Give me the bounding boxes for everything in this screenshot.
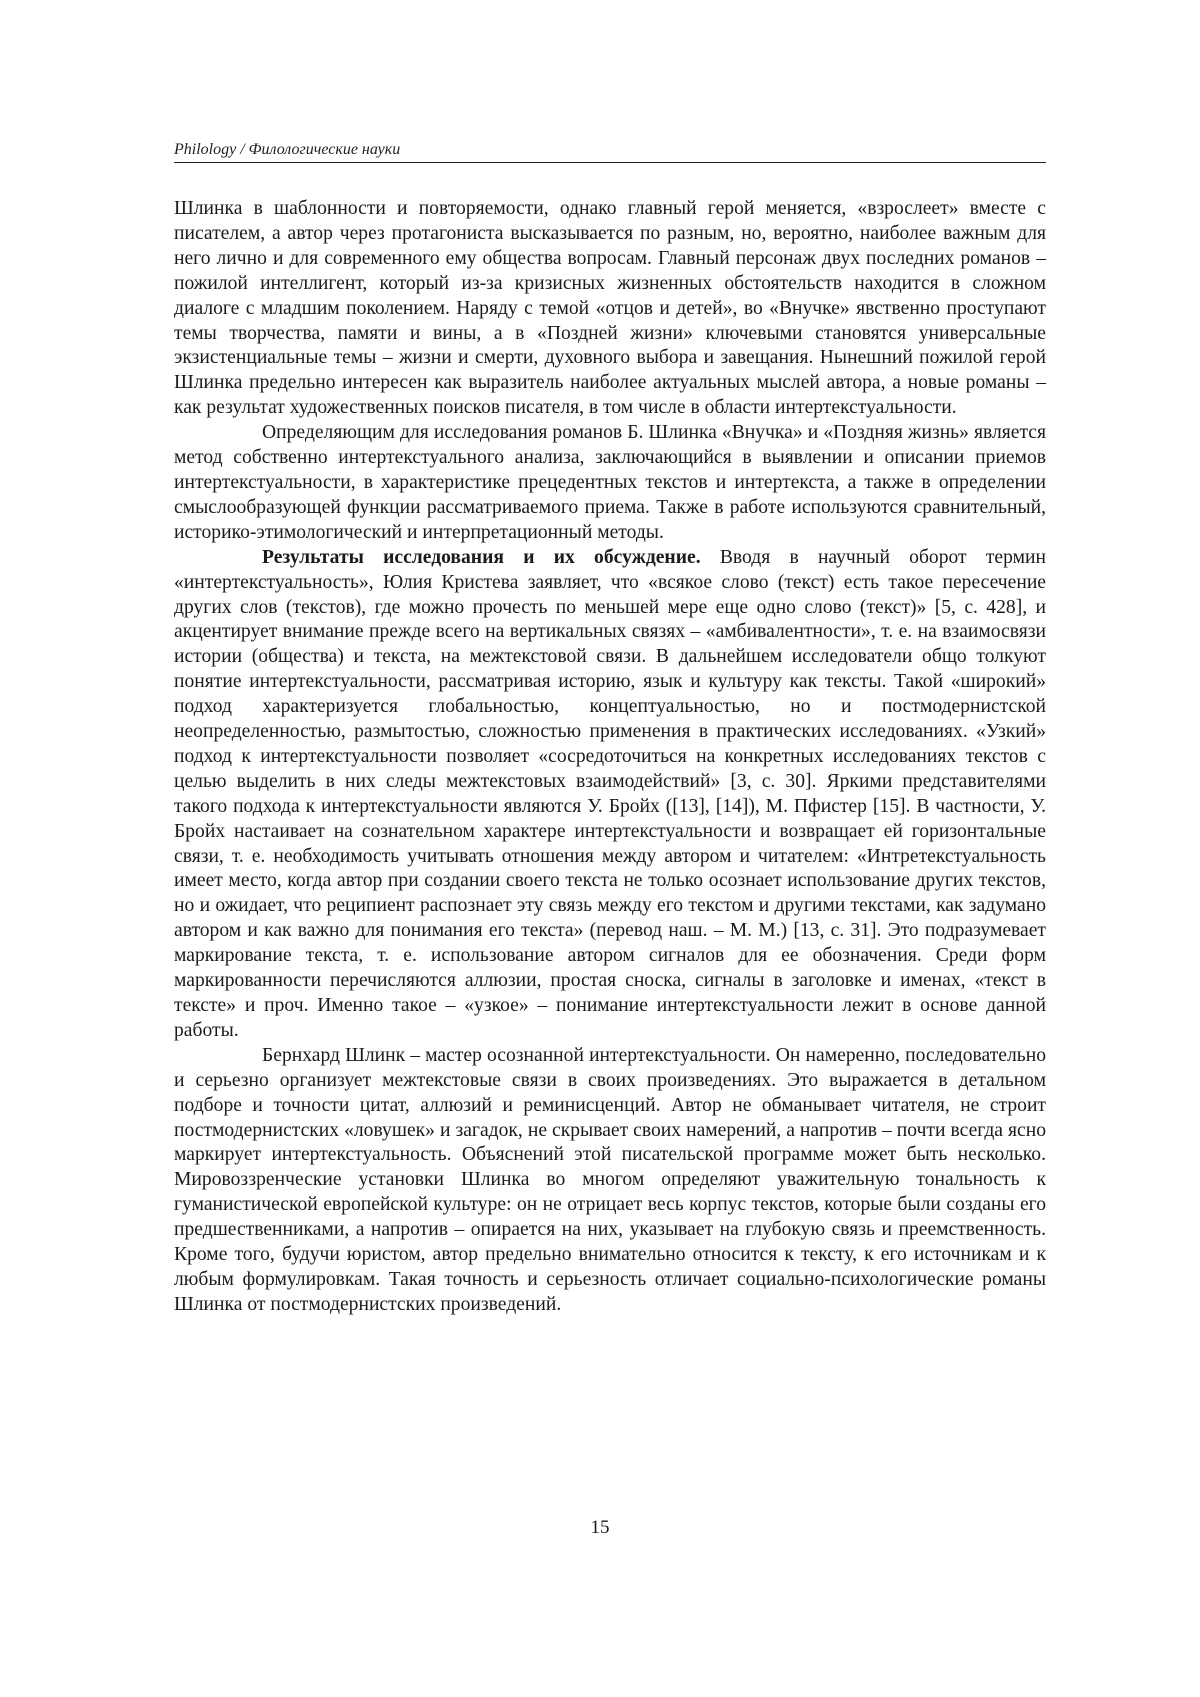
article-body [174,197,1046,1318]
paragraph-4: Бернхард Шлинк – мастер осознанной интертекстуальности. Он намеренно, последовательно и серьезно организует межтекстовые связи в своих произведениях. Это выражается в детальном подборе и точности цитат, аллюзий и реминисценций. Автор не обманывает читателя, не строит постмодернистских «ловушек» и загадок, не скрывает своих намерений, а напротив – почти всегда ясно маркирует интертекстуальность. Объяснений этой писательской программе может быть несколько. Мировоззренческие установки Шлинка во многом определяют уважительную тональность к гуманистической европейской культуре: он не отрицает весь корпус текстов, которые были созданы его предшественниками, а напротив – опирается на них, указывает на глубокую связь и преемственность. Кроме того, будучи юристом, автор предельно внимательно относится к тексту, к его источникам и к любым формулировкам. Такая точность и серьезность отличает социально-психологические романы Шлинка от постмодернистских произведений. [174,1044,1046,1315]
paragraph-2: Определяющим для исследования романов Б. Шлинка «Внучка» и «Поздняя жизнь» является метод собственно интертекстуального анализа, заключающийся в выявлении и описании приемов интертекстуальности, в характеристике прецедентных текстов и интертекста, а также в определении смыслообразующей функции рассматриваемого приема. Также в работе используются сравнительный, историко-этимологический и интерпретационный методы. [174,422,1046,543]
section-heading-results: Результаты исследования и их обсуждение. [262,546,701,568]
running-header [174,140,1046,163]
paragraph-1: Шлинка в шаблонности и повторяемости, однако главный герой меняется, «взрослеет» вместе с писателем, а автор через протагониста высказывается по разным, но, вероятно, наиболее важным для него лично и для современного ему общества вопросам. Главный персонаж двух последних романов – пожилой интеллигент, который из-за кризисных жизненных обстоятельств находится в сложном диалоге с младшим поколением. Наряду с темой «отцов и детей», во «Внучке» явственно проступают темы творчества, памяти и вины, а в «Поздней жизни» ключевыми становятся универсальные экзистенциальные темы – жизни и смерти, духовного выбора и завещания. Нынешний пожилой герой Шлинка предельно интересен как выразитель наиболее актуальных мыслей автора, а новые романы – как результат художественных поисков писателя, в том числе в области интертекстуальности. [174,198,1046,419]
running-header-title: Philology / Филологические науки [174,141,401,158]
paragraph-3-body: Вводя в научный оборот термин «интертекстуальность», Юлия Кристева заявляет, что «всякое слово (текст) есть такое пересечение других слов (текстов), где можно прочесть по меньшей мере еще одно слово (текст)» [5, с. 428], и акцентирует внимание прежде всего на вертикальных связях – «амбивалентности», т. е. на взаимосвязи истории (общества) и текста, на межтекстовой связи. В дальнейшем исследователи общо толкуют понятие интертекстуальности, рассматривая историю, язык и культуру как тексты. Такой «широкий» подход характеризуется глобальностью, концептуальностью, но и постмодернистской неопределенностью, размытостью, сложностью применения в практических исследованиях. «Узкий» подход к интертекстуальности позволяет «сосредоточиться на конкретных исследованиях текстов с целью выделить в них следы межтекстовых взаимодействий» [3, с. 30]. Яркими представителями такого подхода к интертекстуальности являются У. Бройх ([13], [14]), М. Пфистер [15]. В частности, У. Бройх настаивает на сознательном характере интертекстуальности и возвращает ей горизонтальные связи, т. е. необходимость учитывать отношения между автором и читателем: «Интретекстуальность имеет место, когда автор при создании своего текста не только осознает использование других текстов, но и ожидает, что реципиент распознает эту связь между его текстом и другими текстами, как задумано автором и как важно для понимания его текста» (перевод наш. – М. М.) [13, с. 31]. Это подразумевает маркирование текста, т. е. использование автором сигналов для ее обозначения. Среди форм маркированности перечисляются аллюзии, простая сноска, сигналы в заголовке и именах, «текст в тексте» и проч. Именно такое – «узкое» – понимание интертекстуальности лежит в основе данной работы. [174,546,1046,1041]
page-number: 15 [590,1517,610,1538]
paragraph-3 [174,546,1046,1044]
